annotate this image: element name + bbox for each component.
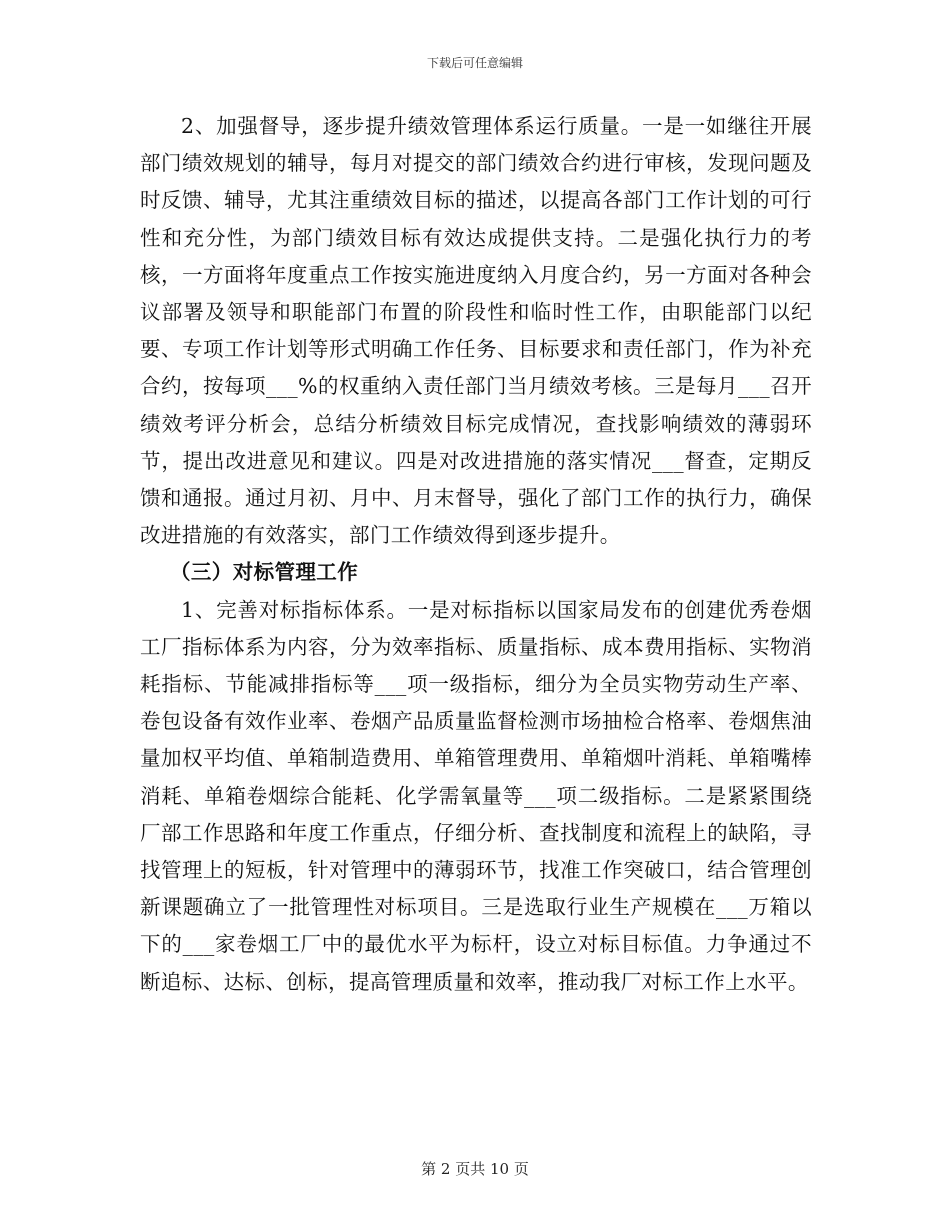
page-header: 下载后可任意编辑 — [426, 56, 523, 70]
page-number: 第 2 页共 10 页 — [421, 1160, 529, 1178]
paragraph-benchmark-indicators: 1、完善对标指标体系。一是对标指标以国家局发布的创建优秀卷烟工厂指标体系为内容，分为效率指标、质量指标、成本费用指标、实物消耗指标、节能减排指标等___项一级指标，细分为全员实物劳动生产率、卷包设备有效作业率、卷烟产品质量监督检测市场抽检合格率、卷烟焦油量加权平均值、单箱制造费用、单箱管理费用、单箱烟叶消耗、单箱嘴棒消耗、单箱卷烟综合能耗、化学需氧量等___项二级指标。二是紧紧围绕厂部工作思路和年度工作重点，仔细分析、查找制度和流程上的缺陷，寻找管理上的短板，针对管理中的薄弱环节，找准工作突破口，结合管理创新课题确立了一批管理性对标项目。三是选取行业生产规模在___万箱以下的___家卷烟工厂中的最优水平为标杆，设立对标目标值。力争通过不断追标、达标、创标，提高管理质量和效率，推动我厂对标工作上水平。 — [140, 597, 812, 994]
paragraph-supervision: 2、加强督导，逐步提升绩效管理体系运行质量。一是一如继往开展部门绩效规划的辅导，每月对提交的部门绩效合约进行审核，发现问题及时反馈、辅导，尤其注重绩效目标的描述，以提高各部门工作计划的可行性和充分性，为部门绩效目标有效达成提供支持。二是强化执行力的考核，一方面将年度重点工作按实施进度纳入月度合约，另一方面对各种会议部署及领导和职能部门布置的阶段性和临时性工作，由职能部门以纪要、专项工作计划等形式明确工作任务、目标要求和责任部门，作为补充合约，按每项___%的权重纳入责任部门当月绩效考核。三是每月___召开绩效考评分析会，总结分析绩效目标完成情况，查找影响绩效的薄弱环节，提出改进意见和建议。四是对改进措施的落实情况___督查，定期反馈和通报。通过月初、月中、月末督导，强化了部门工作的执行力，确保改进措施的有效落实，部门工作绩效得到逐步提升。 — [140, 114, 812, 548]
section-heading-benchmarking: （三）对标管理工作 — [170, 560, 359, 585]
document-body — [140, 108, 812, 1001]
